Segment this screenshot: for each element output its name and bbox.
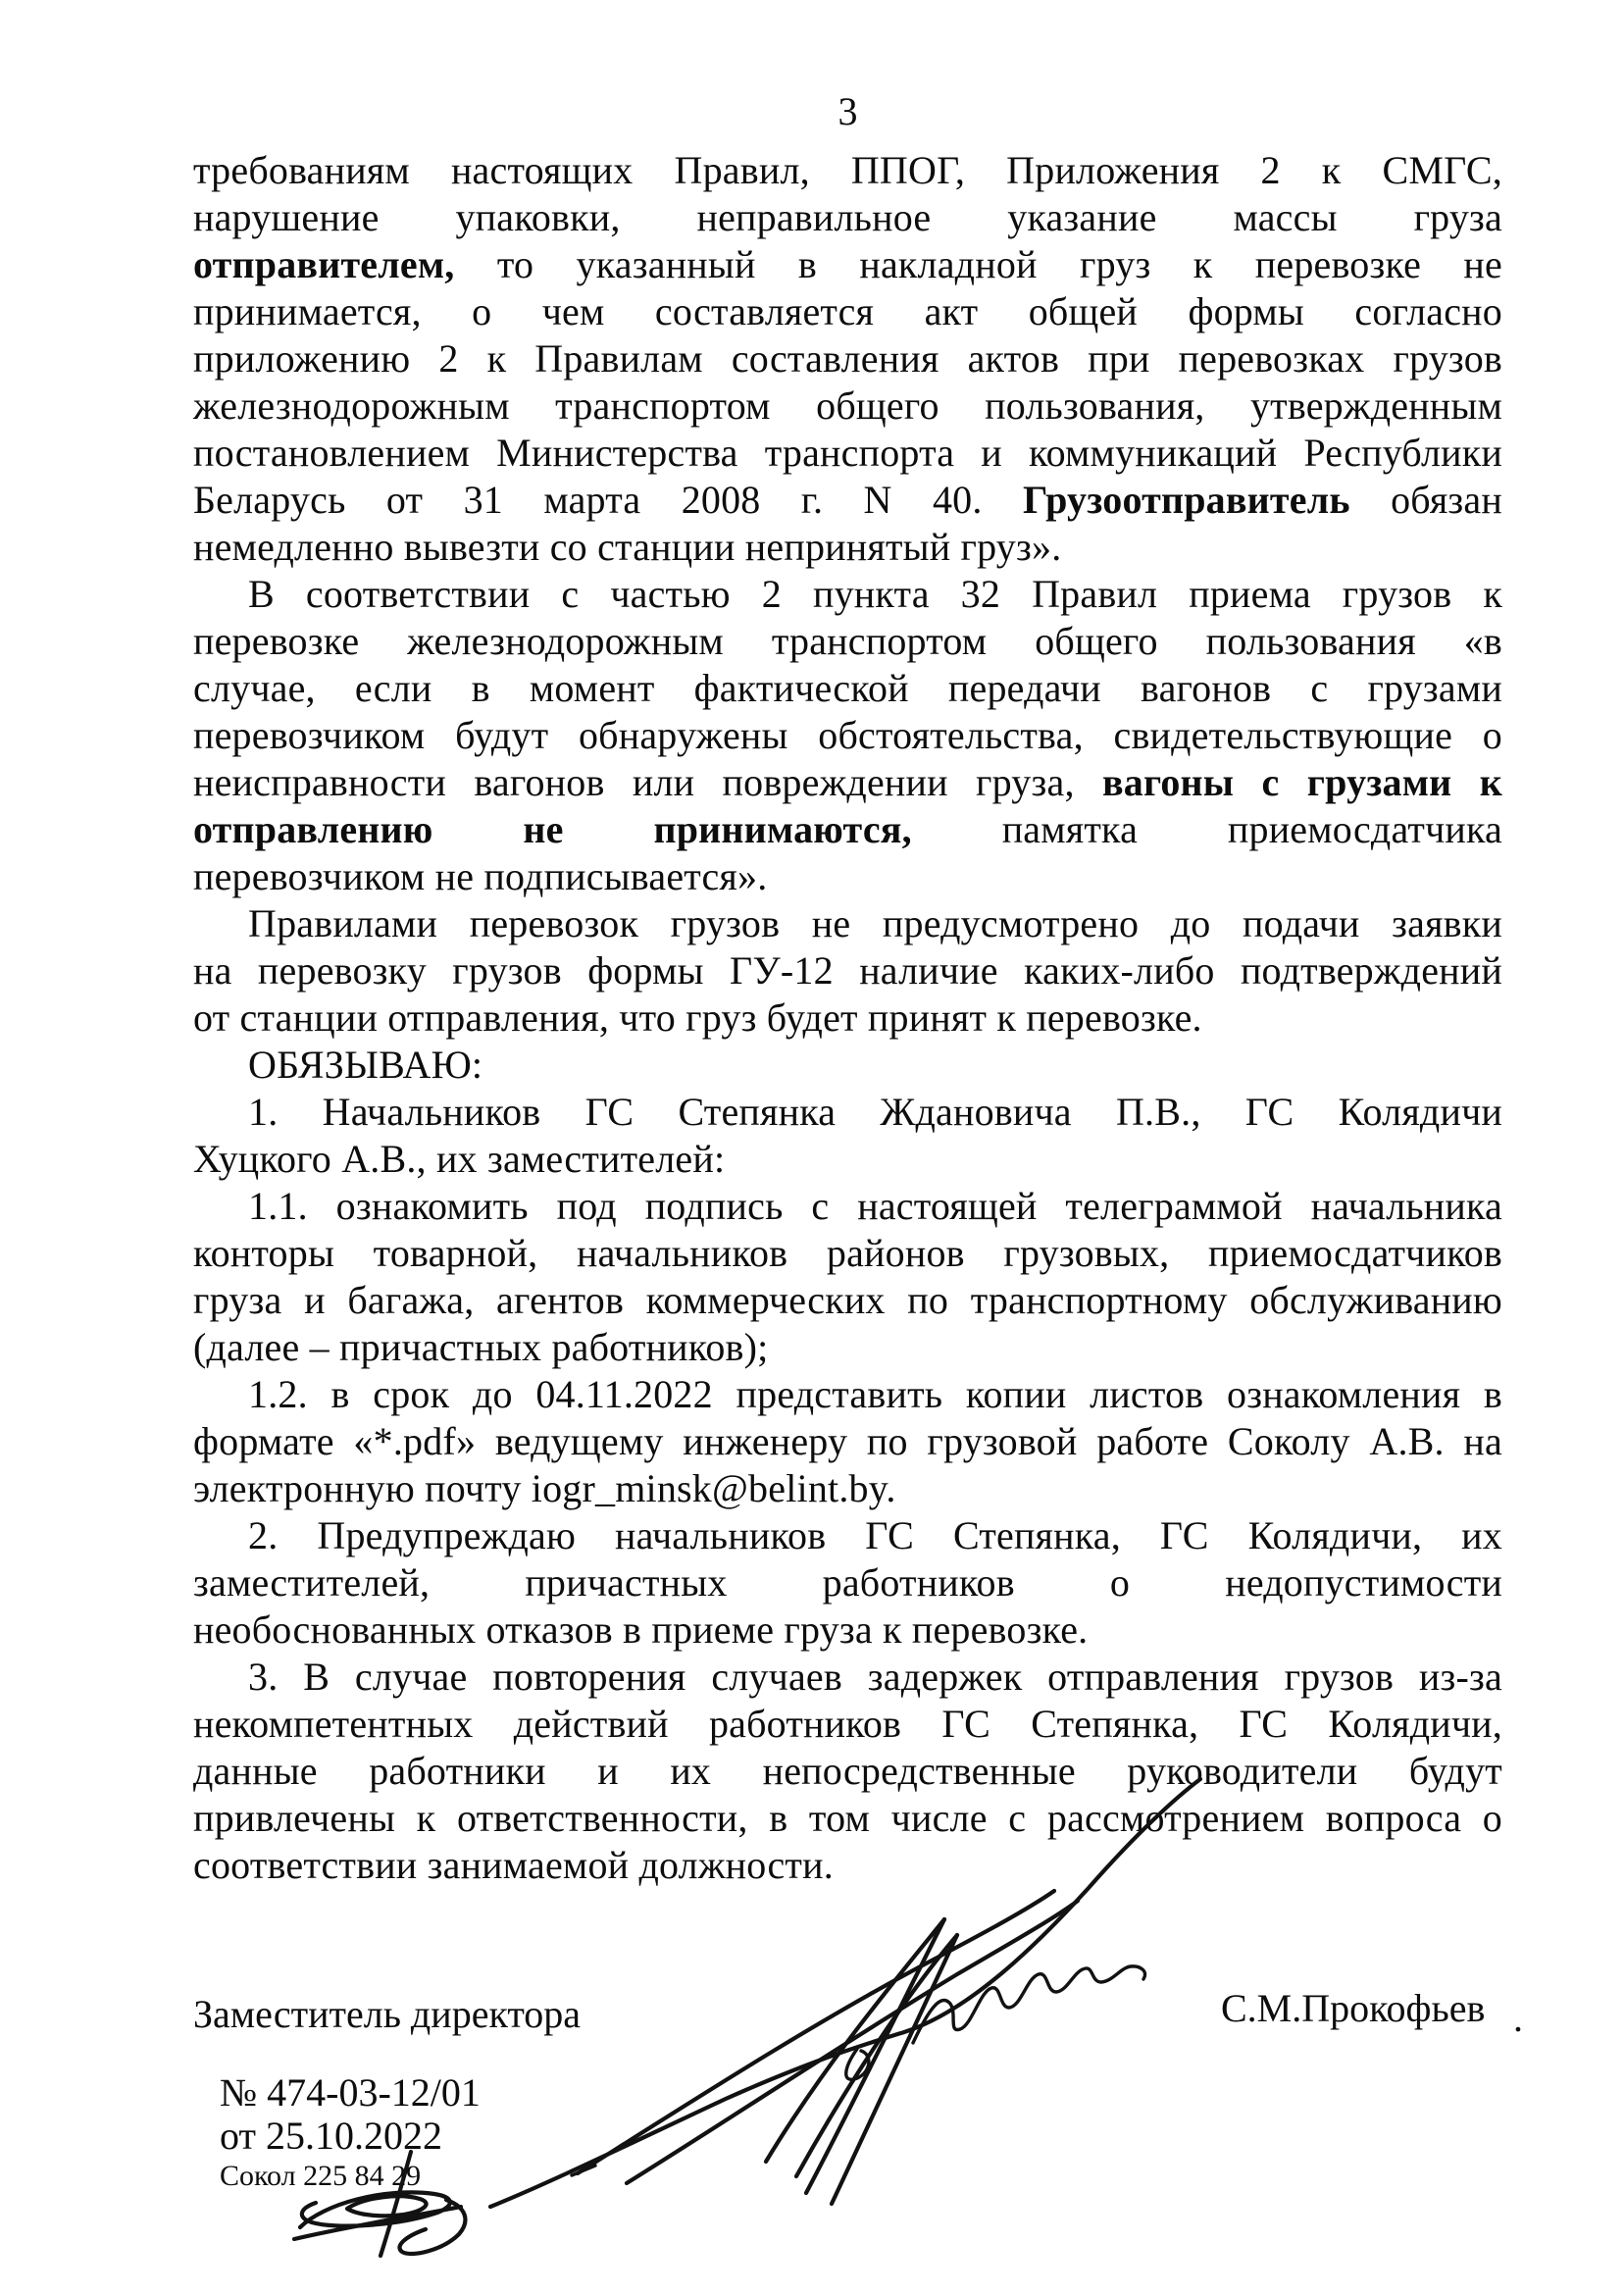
signature-steep-stroke-2 [806,1919,944,2193]
document-line [193,571,1502,618]
document-text: груза и багажа, агентов коммерческих по транспортному обслуживанию [193,1278,1502,1322]
document-line [193,947,1502,994]
document-line [193,430,1502,477]
signatory-name: С.М.Прокофьев [1221,1986,1486,2030]
signature-steep-stroke-3 [796,1935,957,2176]
signature-parallel-stroke-2 [627,1901,1078,2183]
page-number: 3 [837,89,858,133]
document-line [193,712,1502,759]
document-line [193,1371,1502,1418]
document-line [193,994,1502,1042]
document-line [193,759,1502,806]
document-text: железнодорожным транспортом общего пользования, утвержденным [193,383,1502,428]
signature-parallel-stroke-1 [578,1891,1054,2173]
signature-under-stroke [294,2207,461,2239]
document-line [193,853,1502,900]
document-line [193,288,1502,335]
document-text: памятка приемосдатчика [911,807,1502,851]
document-text: нарушение упаковки, неправильное указание массы груза [193,195,1502,239]
signature-steep-stroke-4 [832,1935,957,2204]
document-line [193,147,1502,194]
signature-zigzag [913,1966,1145,2043]
document-text-bold: вагоны с грузами к [1101,760,1502,804]
signature-trailing-dot: . [1513,1996,1523,2040]
document-text: случае, если в момент фактической передачи вагонов с грузами [193,666,1502,710]
document-text-bold: отправлению не принимаются, [193,807,912,851]
document-text-bold: отправителем, [193,242,455,286]
document-date: от 25.10.2022 [220,2114,442,2158]
document-line [193,1277,1502,1324]
document-line [193,1418,1502,1465]
signatory-title: Заместитель директора [193,1992,582,2036]
document-text: конторы товарной, начальников районов грузовых, приемосдатчиков [193,1231,1502,1275]
document-text: перевозке железнодорожным транспортом общего пользования «в [193,619,1502,663]
document-text: обязан [1349,478,1502,522]
signature-curl [399,2200,465,2254]
document-text: 1.2. в срок до 04.11.2022 представить копии листов ознакомления в [248,1372,1502,1416]
document-text: некомпетентных действий работников ГС Степянка, ГС Колядичи, [193,1702,1502,1746]
document-line [193,1183,1502,1230]
document-text: постановлением Министерства транспорта и коммуникаций Республики [193,431,1502,475]
document-text-bold: Грузоотправитель [1022,478,1350,522]
document-text: 1.1. ознакомить под подпись с настоящей телеграммой начальника [248,1184,1502,1228]
document-line [193,335,1502,382]
document-text: (далее – причастных работников); [193,1325,769,1369]
document-text: неисправности вагонов или повреждении груза, [193,760,1102,804]
document-text: данные работники и их непосредственные руководители будут [193,1749,1502,1793]
document-text: 2. Предупреждаю начальников ГС Степянка, ГС Колядичи, их [248,1513,1502,1557]
signature-oval-inner [347,2196,427,2216]
signature-oval-outer [300,2192,450,2227]
document-text: ОБЯЗЫВАЮ: [248,1043,483,1087]
document-line [193,1465,1502,1512]
document-text: на перевозку грузов формы ГУ-12 наличие каких-либо подтверждений [193,948,1502,993]
document-text: перевозчиком будут обнаружены обстоятельства, свидетельствующие о [193,713,1502,757]
document-text: Правилами перевозок грузов не предусмотрено до подачи заявки [248,901,1502,945]
signature-parallel-barb [572,2166,595,2175]
document-line [193,1324,1502,1371]
document-text: формате «*.pdf» ведущему инженеру по грузовой работе Соколу А.В. на [193,1419,1502,1463]
document-line [193,1559,1502,1606]
document-text: 1. Начальников ГС Степянка Ждановича П.В., ГС Колядичи [248,1090,1502,1134]
document-line [193,477,1502,524]
document-text: принимается, о чем составляется акт общей формы согласно [193,289,1502,333]
document-text: приложению 2 к Правилам составления актов при перевозках грузов [193,336,1502,381]
document-line [193,241,1502,288]
document-line [193,900,1502,947]
document-text: Хуцкого А.В., их заместителей: [193,1137,726,1181]
document-line [193,1606,1502,1654]
document-line [193,1842,1502,1889]
document-line [193,1042,1502,1089]
document-line [193,806,1502,853]
document-text: то указанный в накладной груз к перевозке не [454,242,1502,286]
document-text: немедленно вывезти со станции непринятый груз». [193,525,1062,569]
document-text: привлечены к ответственности, в том числе с рассмотрением вопроса о [193,1796,1502,1840]
document-text: перевозчиком не подписывается». [193,854,768,898]
contact-line: Сокол 225 84 29 [220,2160,422,2192]
document-text: от станции отправления, что груз будет принят к перевозке. [193,995,1202,1040]
document-text: заместителей, причастных работников о недопустимости [193,1560,1502,1605]
document-line [193,1089,1502,1136]
document-body [193,147,1502,1889]
document-line [193,1748,1502,1795]
document-text: Беларусь от 31 марта 2008 г. N 40. [193,478,1023,522]
document-text: требованиям настоящих Правил, ППОГ, Приложения 2 к СМГС, [193,148,1502,192]
signature-cross-loop [846,2049,869,2079]
document-line [193,1230,1502,1277]
document-text: 3. В случае повторения случаев задержек отправления грузов из-за [248,1655,1502,1699]
document-text: В соответствии с частью 2 пункта 32 Правил приема грузов к [248,572,1502,616]
document-line [193,1701,1502,1748]
document-line [193,1654,1502,1701]
document-number: № 474-03-12/01 [220,2070,481,2115]
document-text: электронную почту iogr_minsk@belint.by. [193,1466,896,1510]
document-line [193,1795,1502,1842]
document-line [193,665,1502,712]
document-line [193,1136,1502,1183]
document-line [193,524,1502,571]
document-line [193,382,1502,430]
document-line [193,1512,1502,1559]
document-footer [220,2071,481,2195]
signature-steep-stroke-1 [766,1919,944,2162]
document-text: необоснованных отказов в приеме груза к перевозке. [193,1607,1089,1652]
document-line [193,618,1502,665]
document-text: соответствии занимаемой должности. [193,1843,834,1887]
document-line [193,194,1502,241]
